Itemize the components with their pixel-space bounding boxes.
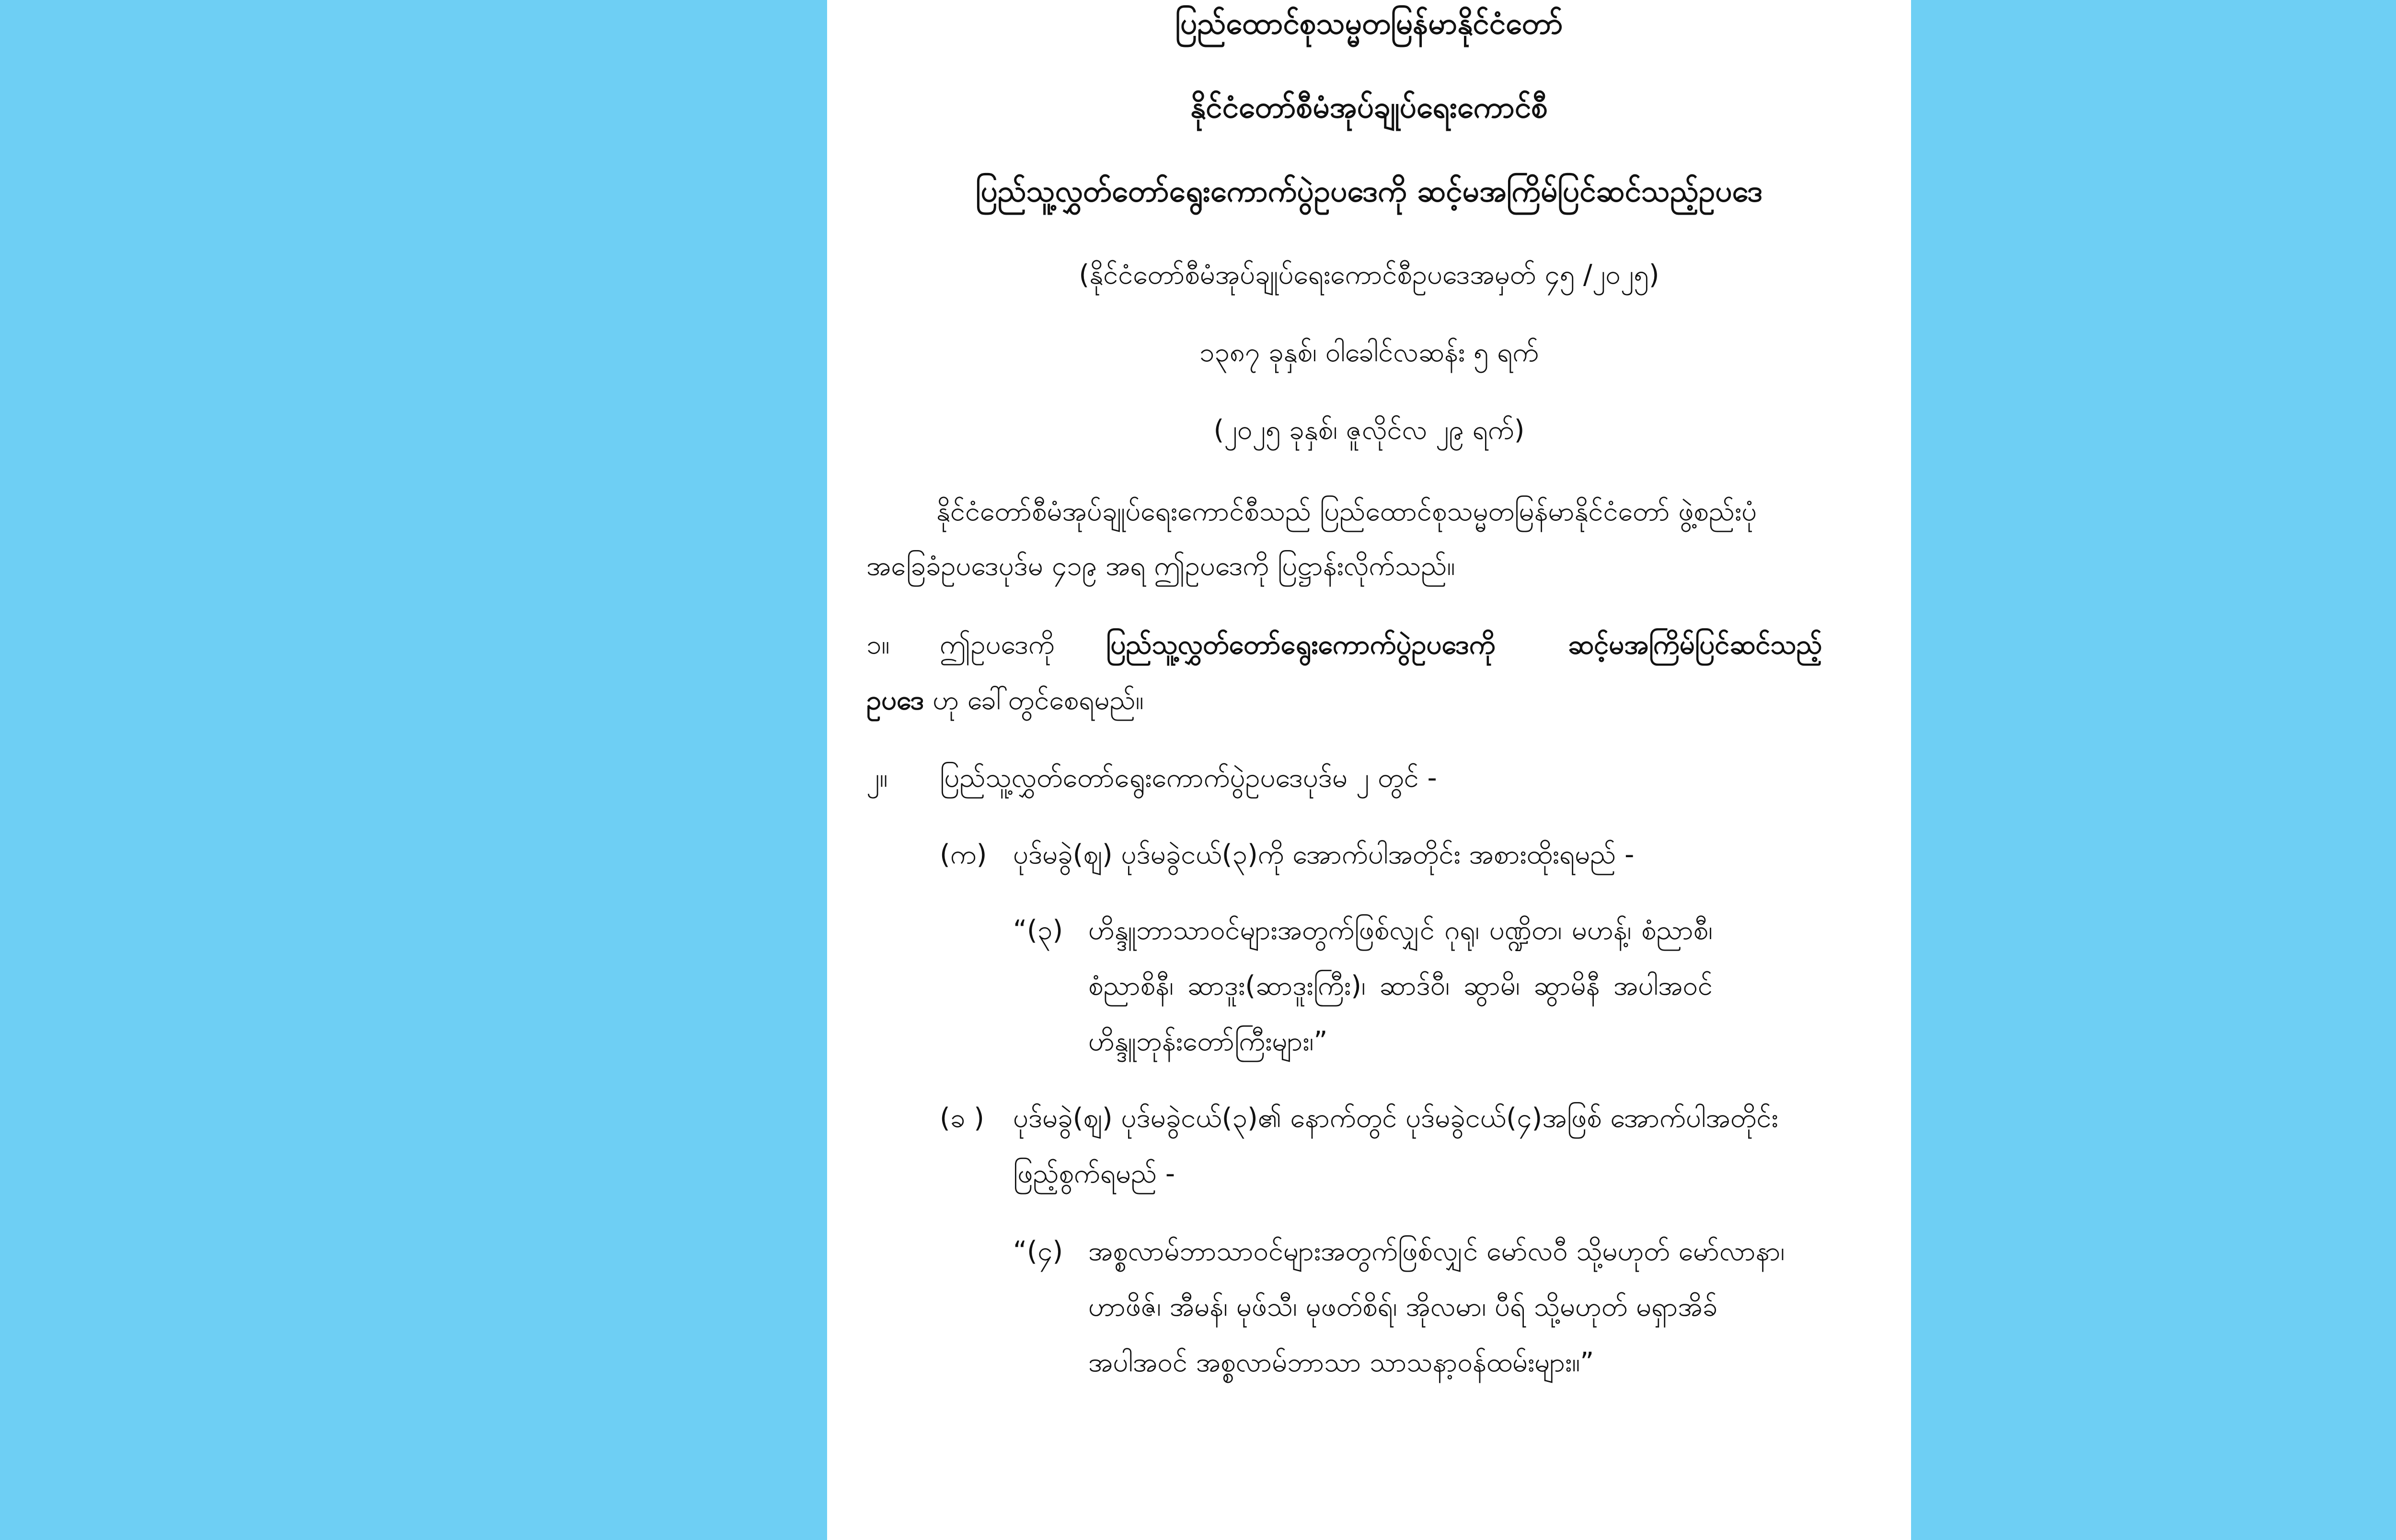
section-1-line-2-rest: ဟု ခေါ်တွင်စေရမည်။ bbox=[924, 685, 1144, 716]
section-2-intro: ပြည်သူ့လွှတ်တော်ရွေးကောက်ပွဲဥပဒေပုဒ်မ ၂ တွင် - bbox=[940, 762, 1437, 793]
section-1-line-2 bbox=[866, 683, 1144, 723]
quote-b-line-3: အပါအဝင် အစ္စလာမ်ဘာသာ သာသနာ့ဝန်ထမ်းများ။” bbox=[1088, 1347, 1594, 1378]
quote-a-label: “(၃) bbox=[1013, 915, 1063, 946]
clause-a-label: (က) bbox=[940, 839, 987, 870]
quote-a-line-1: ဟိန္ဒူဘာသာဝင်များအတွက်ဖြစ်လျှင် ဂုရု၊ ပဏ္ဍိတ၊ မဟန့်၊ စံညာစီ၊ bbox=[1088, 915, 1713, 946]
section-1-title-part-2: ဆင့်မအကြိမ်ပြင်ဆင်သည့် bbox=[1568, 629, 1822, 660]
section-1-title-part-1: ပြည်သူ့လွှတ်တော်ရွေးကောက်ပွဲဥပဒေကို bbox=[1106, 629, 1496, 660]
preamble-line-1: နိုင်ငံတော်စီမံအုပ်ချုပ်ရေးကောင်စီသည် ပြည်ထောင်စုသမ္မတမြန်မာနိုင်ငံတော် ဖွဲ့စည်းပုံ bbox=[936, 496, 1757, 527]
header-council-name: နိုင်ငံတော်စီမံအုပ်ချုပ်ရေးကောင်စီ bbox=[1190, 90, 1548, 125]
date-myanmar: ၁၃၈၇ ခုနှစ်၊ ဝါခေါင်လဆန်း ၅ ရက် bbox=[1199, 337, 1539, 368]
section-2-number: ၂။ bbox=[866, 762, 888, 793]
section-1-line-2-bold: ဥပဒေ bbox=[866, 685, 924, 716]
quote-a-line-3: ဟိန္ဒူဘုန်းတော်ကြီးများ၊” bbox=[1088, 1026, 1328, 1057]
law-title: ပြည်သူ့လွှတ်တော်ရွေးကောက်ပွဲဥပဒေကို ဆင့်မအကြိမ်ပြင်ဆင်သည့်ဥပဒေ bbox=[975, 173, 1763, 208]
quote-b-label: “(၄) bbox=[1013, 1236, 1063, 1267]
date-gregorian: (၂၀၂၅ ခုနှစ်၊ ဇူလိုင်လ ၂၉ ရက်) bbox=[1213, 414, 1525, 446]
clause-b-line-1: ပုဒ်မခွဲ(ဈ) ပုဒ်မခွဲငယ်(၃)၏ နောက်တွင် ပုဒ်မခွဲငယ်(၄)အဖြစ် အောက်ပါအတိုင်း bbox=[1013, 1103, 1778, 1134]
clause-b-line-2: ဖြည့်စွက်ရမည် - bbox=[1013, 1158, 1175, 1189]
document-page bbox=[827, 0, 1911, 1540]
clause-b-label: (ခ ) bbox=[940, 1103, 984, 1134]
clause-a-text: ပုဒ်မခွဲ(ဈ) ပုဒ်မခွဲငယ်(၃)ကို အောက်ပါအတိုင်း အစားထိုးရမည် - bbox=[1013, 839, 1635, 870]
quote-b-line-1: အစ္စလာမ်ဘာသာဝင်များအတွက်ဖြစ်လျှင် မော်လဝီ သို့မဟုတ် မော်လာနာ၊ bbox=[1088, 1236, 1785, 1267]
section-1-lead: ဤဥပဒေကို bbox=[940, 629, 1055, 660]
preamble-line-2: အခြေခံဥပဒေပုဒ်မ ၄၁၉ အရ ဤဥပဒေကို ပြဋ္ဌာန်းလိုက်သည်။ bbox=[866, 551, 1455, 582]
header-country-name: ပြည်ထောင်စုသမ္မတမြန်မာနိုင်ငံတော် bbox=[1175, 6, 1563, 41]
quote-a-line-2: စံညာစိနီ၊ ဆာဒူး(ဆာဒူးကြီး)၊ ဆာဒ်ဝီ၊ ဆွာမိ၊ ဆွာမိနီ အပါအဝင် bbox=[1088, 970, 1713, 1001]
law-number: (နိုင်ငံတော်စီမံအုပ်ချုပ်ရေးကောင်စီဥပဒေအမှတ် ၄၅ /၂၀၂၅) bbox=[1079, 259, 1659, 290]
quote-b-line-2: ဟာဖိဇ်၊ အီမန်၊ မုဖ်သီ၊ မုဖတ်စိရ်၊ အိုလမာ၊ ပီရ် သို့မဟုတ် မရှာအိခ် bbox=[1088, 1291, 1718, 1322]
section-1-number: ၁။ bbox=[866, 629, 890, 660]
